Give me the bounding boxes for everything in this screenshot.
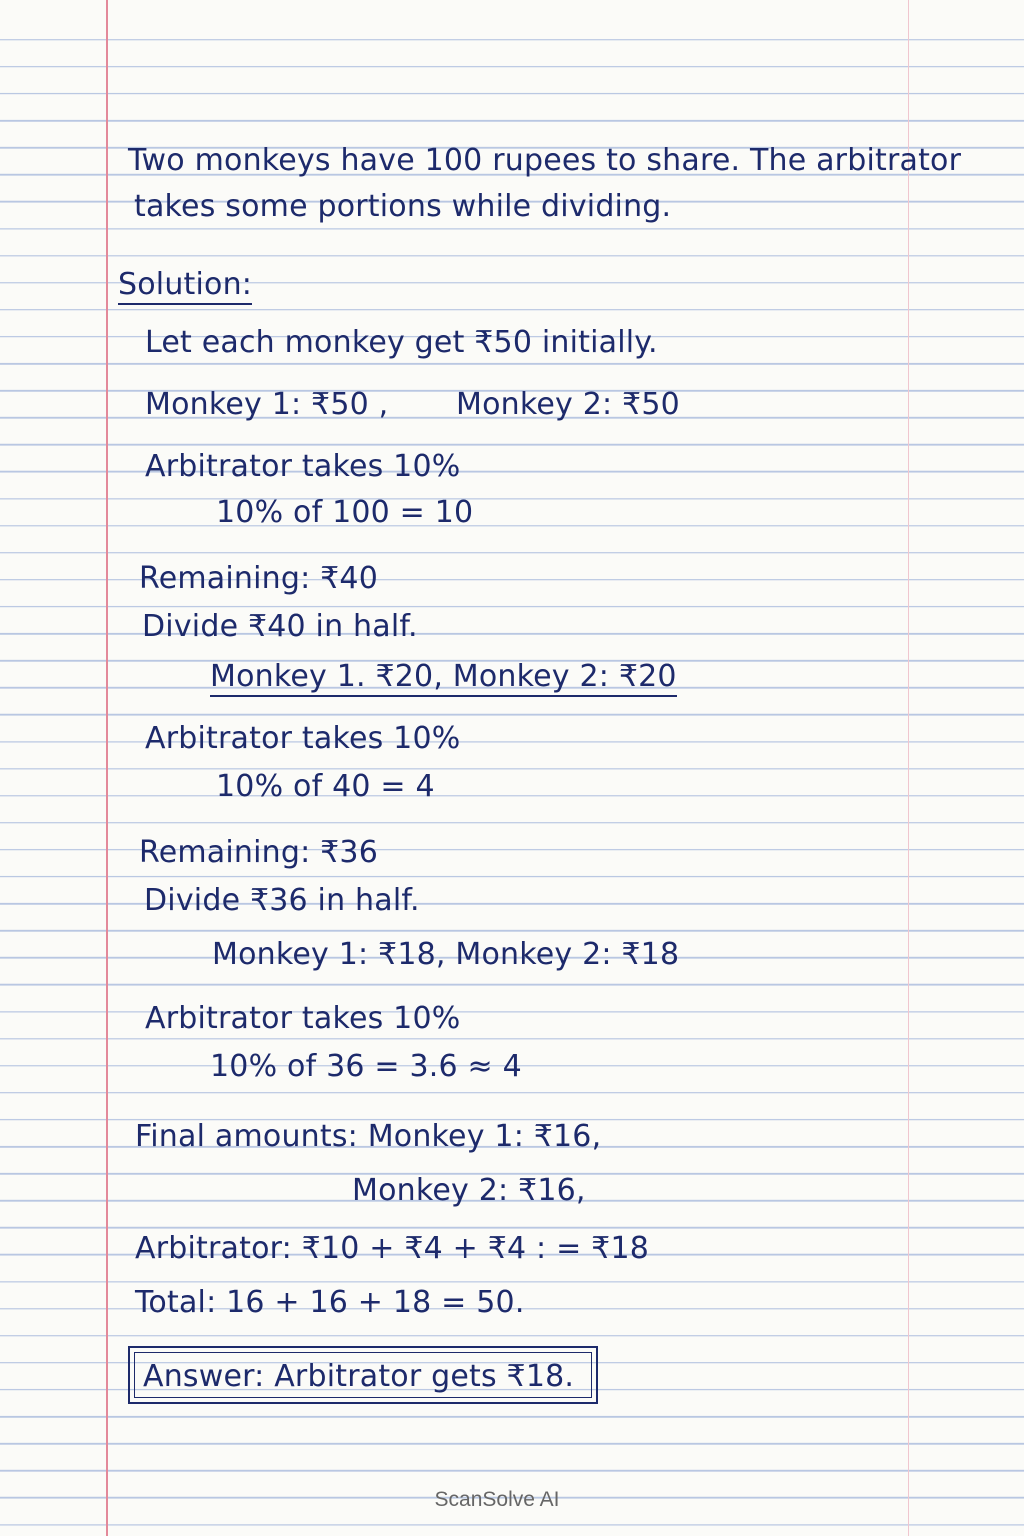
red-margin-line — [106, 0, 108, 1536]
step-calc-3: 10% of 36 = 3.6 ≈ 4 — [210, 1049, 522, 1084]
step-divide-36: Divide ₹36 in half. — [144, 883, 420, 918]
step-calc-1: 10% of 100 = 10 — [216, 495, 474, 530]
step-initial-share: Let each monkey get ₹50 initially. — [145, 325, 658, 360]
problem-line-1: Two monkeys have 100 rupees to share. The arbitrator — [128, 143, 962, 178]
step-remaining-36: Remaining: ₹36 — [139, 835, 379, 870]
solution-heading: Solution: — [118, 270, 252, 305]
step-split-20: Monkey 1. ₹20, Monkey 2: ₹20 — [210, 662, 677, 697]
step-monkey2-initial: Monkey 2: ₹50 — [456, 387, 680, 422]
grand-total: Total: 16 + 16 + 18 = 50. — [135, 1285, 525, 1320]
final-amounts-monkey2: Monkey 2: ₹16, — [352, 1173, 586, 1208]
answer-text: Answer: Arbitrator gets ₹18. — [143, 1359, 575, 1394]
step-split-18: Monkey 1: ₹18, Monkey 2: ₹18 — [212, 937, 680, 972]
step-monkey1-initial: Monkey 1: ₹50 , — [145, 387, 389, 422]
scansolve-watermark: ScanSolve AI — [434, 1488, 560, 1511]
arbitrator-total: Arbitrator: ₹10 + ₹4 + ₹4 : = ₹18 — [135, 1231, 650, 1266]
final-amounts-monkey1: Final amounts: Monkey 1: ₹16, — [135, 1119, 602, 1154]
step-remaining-40: Remaining: ₹40 — [139, 561, 379, 596]
step-calc-2: 10% of 40 = 4 — [216, 769, 435, 804]
right-margin-line — [908, 0, 909, 1536]
step-divide-40: Divide ₹40 in half. — [142, 609, 418, 644]
step-arbitrator-10pct-1: Arbitrator takes 10% — [145, 449, 461, 484]
step-arbitrator-10pct-3: Arbitrator takes 10% — [145, 1001, 461, 1036]
problem-line-2: takes some portions while dividing. — [134, 189, 672, 224]
step-arbitrator-10pct-2: Arbitrator takes 10% — [145, 721, 461, 756]
